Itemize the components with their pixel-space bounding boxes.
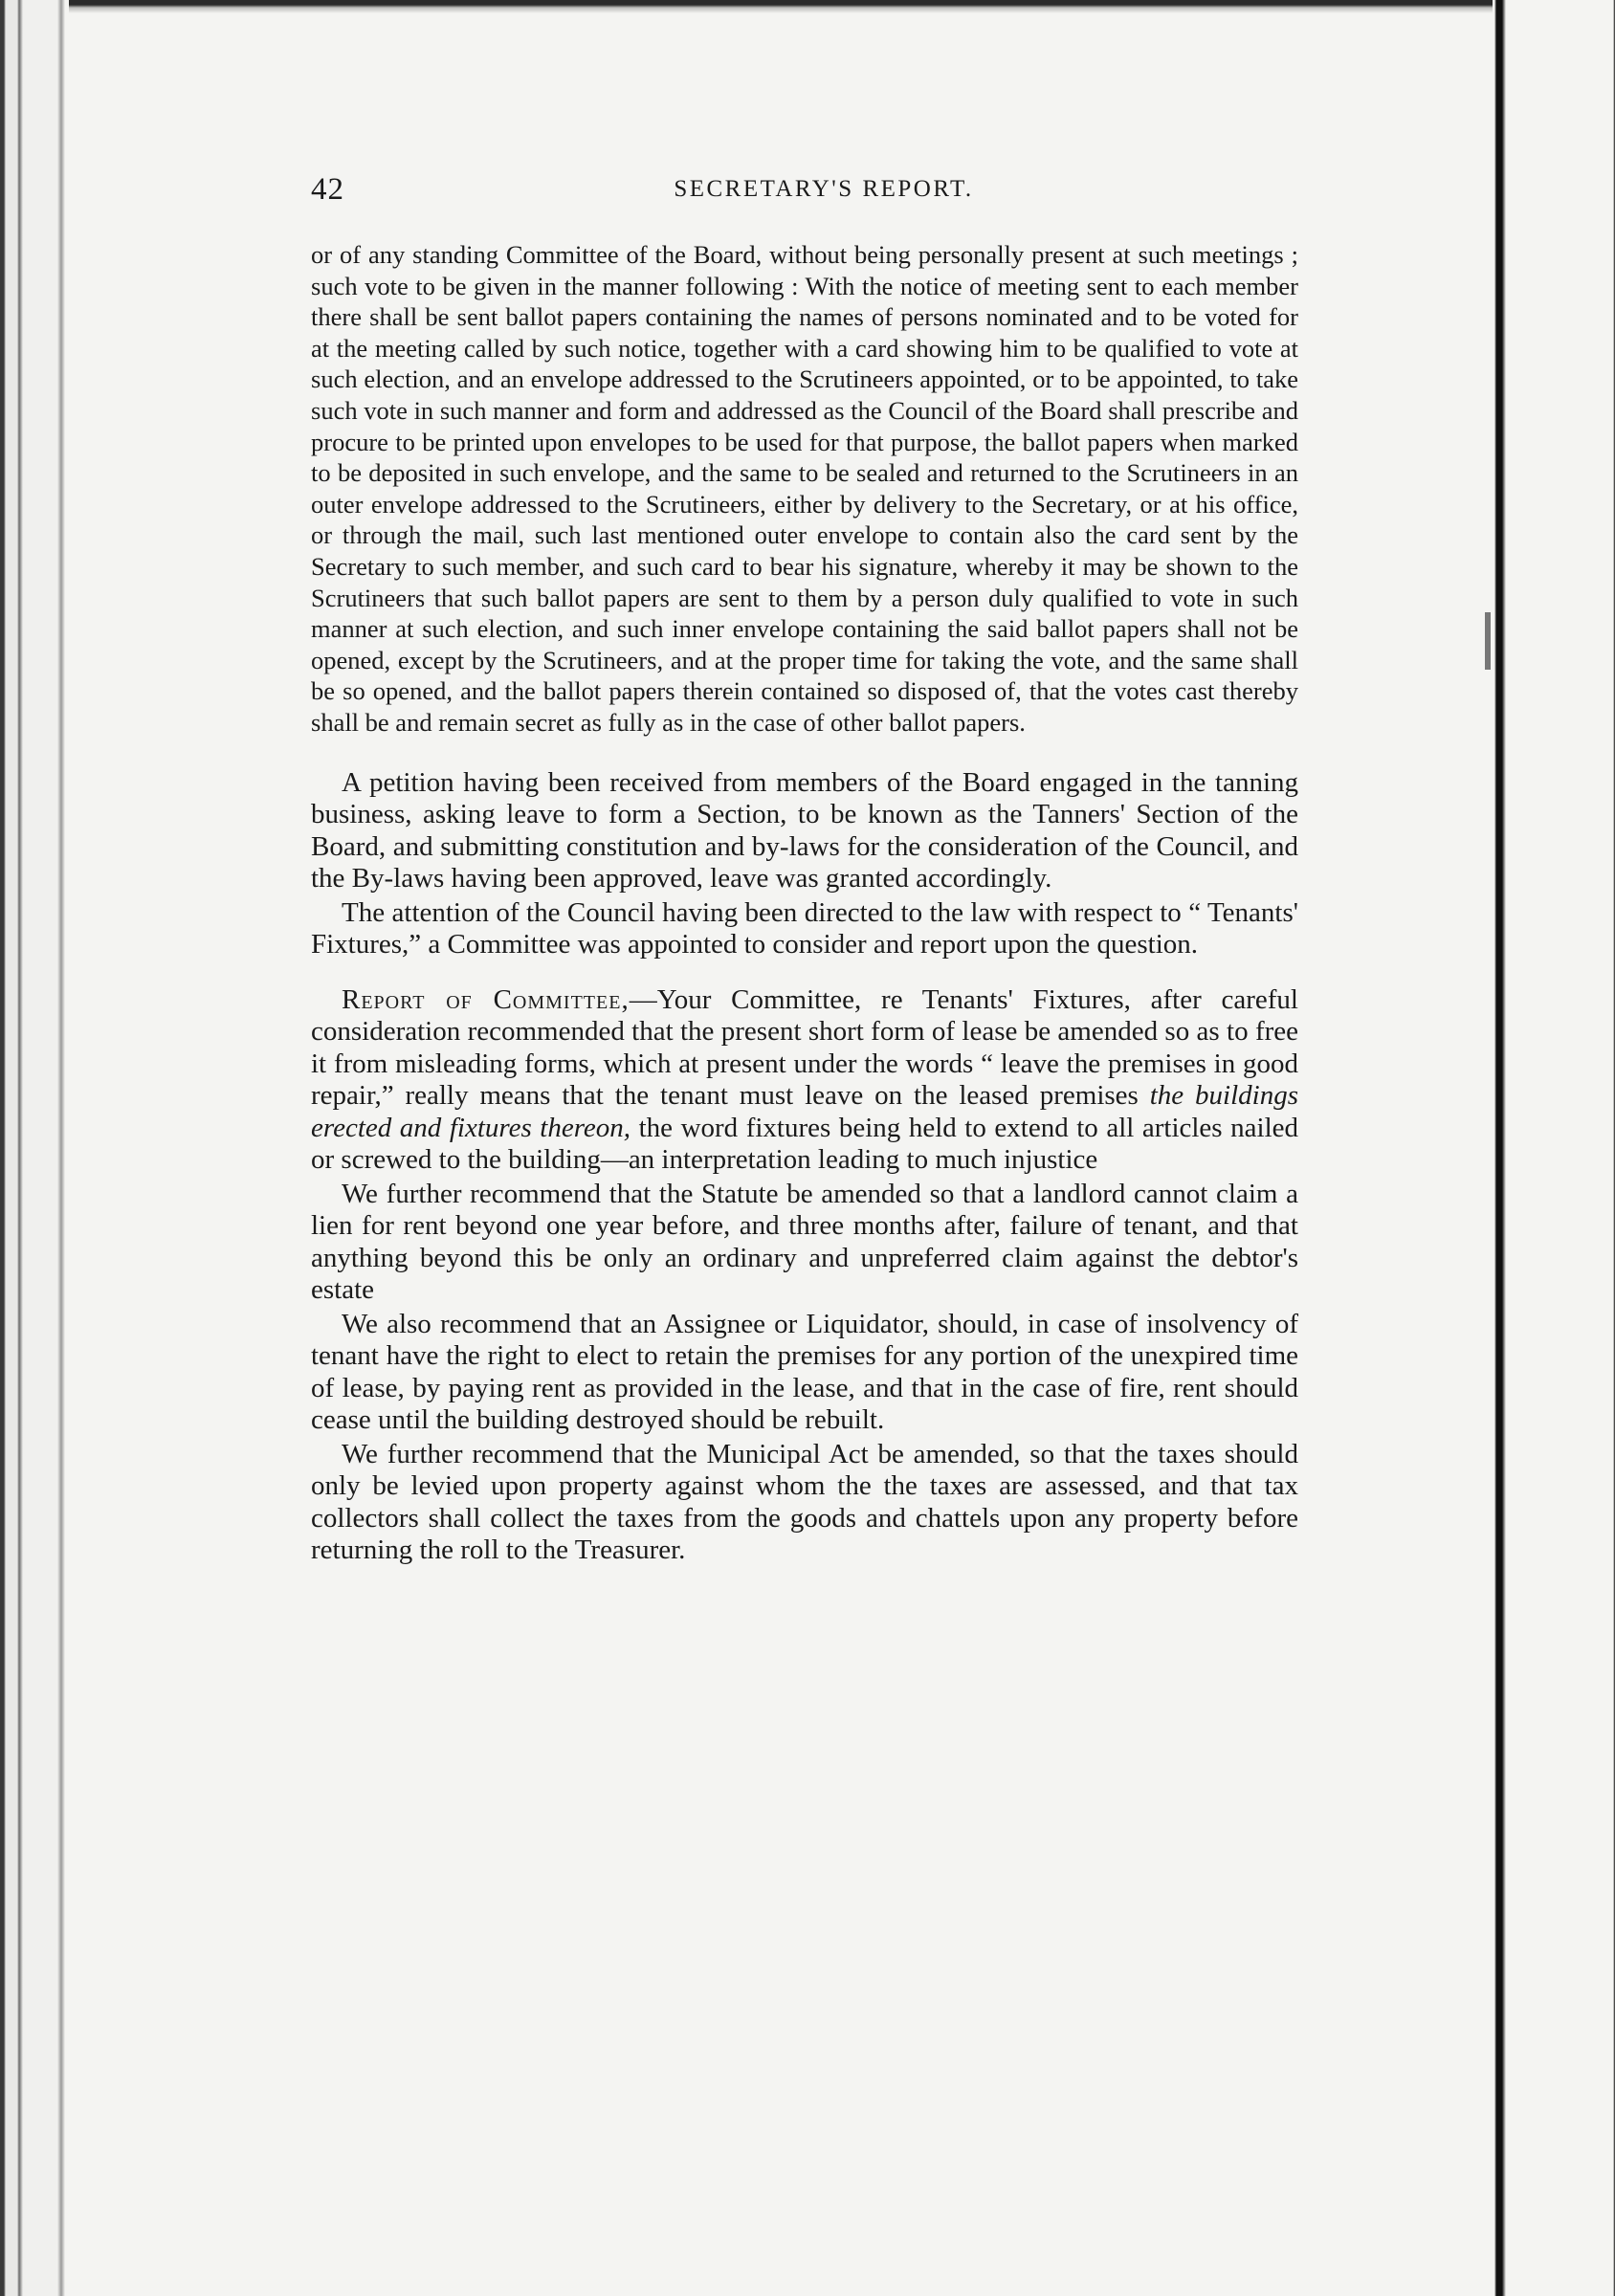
paragraph-committee-report xyxy=(311,984,1298,1177)
report-heading: Report of Committee, xyxy=(342,983,630,1015)
report-italic-text: the buildings erected and fixtures thereon, xyxy=(311,1080,1299,1143)
running-title: SECRETARY'S REPORT. xyxy=(674,176,974,202)
paragraph-ballot-voting: or of any standing Committee of the Board, without being personally present at such meetings ; such vote to be given in the manner following : With the notice of meeting sent to each member there shall be sent ballot papers containing the names of persons nominated and to be voted for at the meeting called by such notice, together with a card showing him to be qualified to vote at such election, and an envelope addressed to the Scrutineers appointed, or to be appointed, to take such vote in such manner and form and addressed as the Council of the Board shall prescribe and procure to be printed upon envelopes to be used for that purpose, the ballot papers when marked to be deposited in such envelope, and the same to be sealed and returned to the Scrutineers in an outer envelope addressed to the Scrutineers, either by delivery to the Secretary, or at his office, or through the mail, such last mentioned outer envelope to contain also the card sent by the Secretary to such member, and such card to bear his signature, whereby it may be shown to the Scrutineers that such ballot papers are sent to them by a person duly qualified to vote in such manner at such election, and such inner envelope containing the said ballot papers shall not be opened, except by the Scrutineers, and at the proper time for taking the vote, and the same shall be so opened, and the ballot papers therein contained so disposed of, that the votes cast thereby shall be and remain secret as fully as in the case of other ballot papers. xyxy=(311,240,1298,737)
scan-margin-mark xyxy=(1485,612,1491,670)
paragraph-tanners-section: A petition having been received from members of the Board engaged in the tanning business, asking leave to form a Section, to be known as the Tanners' Section of the Board, and submitting constitution and by-laws for the consideration of the Council, and the By-laws having been approved, leave was granted accordingly. xyxy=(311,766,1298,894)
running-head xyxy=(311,172,1298,218)
paragraph-municipal-act-recommendation: We further recommend that the Municipal Act be amended, so that the taxes should only be levied upon property against whom the the taxes are assessed, and that tax collectors shall collect the taxes from the goods and chattels upon any property before returning the roll to the Treasurer. xyxy=(311,1438,1298,1565)
page-number: 42 xyxy=(311,172,344,207)
scan-right-edge xyxy=(1493,0,1615,2296)
scan-top-edge xyxy=(0,0,1615,13)
paragraph-statute-recommendation: We further recommend that the Statute be amended so that a landlord cannot claim a lien for rent beyond one year before, and three months after, failure of tenant, and that anything beyond this be only an ordinary and unpreferred claim against the debtor's estate xyxy=(311,1178,1298,1305)
report-text-a: —Your Committee, re Tenants' Fixtures, after careful consideration recommended that the present short form of lease be amended so as to free it from misleading forms, which at present under the words “ leave the premises in good repair,” really means that the tenant must leave on the leased premises xyxy=(311,983,1298,1111)
paragraph-tenants-fixtures-attention: The attention of the Council having been directed to the law with respect to “ Tenants' Fixtures,” a Committee was appointed to consider and report upon the question. xyxy=(311,896,1298,960)
paragraph-assignee-recommendation: We also recommend that an Assignee or Liquidator, should, in case of insolvency of tenant have the right to elect to retain the premises for any portion of the unexpired time of lease, by paying rent as provided in the lease, and that in the case of fire, rent should cease until the building destroyed should be rebuilt. xyxy=(311,1308,1298,1435)
scan-left-edge xyxy=(0,0,69,2296)
document-page xyxy=(311,172,1298,1567)
report-text-b: the word fixtures being held to extend to all articles nailed or screwed to the building—an interpretation leading to much injustice xyxy=(311,1112,1298,1175)
